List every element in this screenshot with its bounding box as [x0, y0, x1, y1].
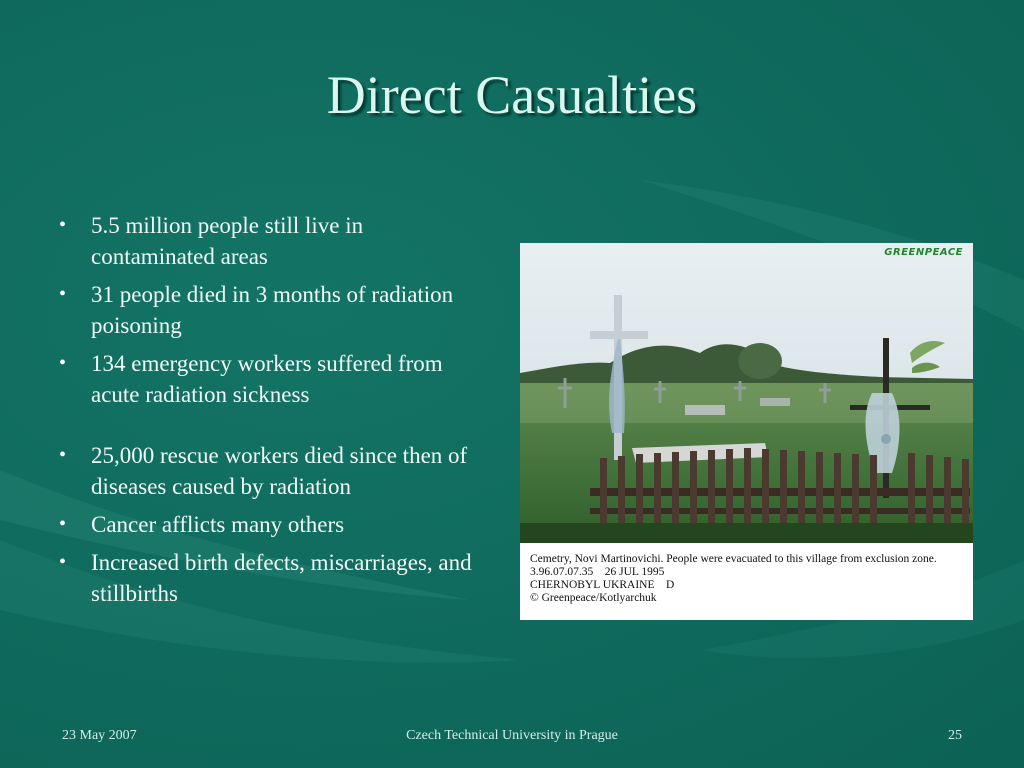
bullet-item: [55, 348, 475, 410]
bullet-text: 31 people died in 3 months of radiation poisoning: [91, 282, 454, 338]
caption-line: © Greenpeace/Kotlyarchuk: [530, 592, 657, 604]
bullet-text: Increased birth defects, miscarriages, and stillbirths: [91, 550, 472, 606]
bullet-item: [55, 279, 475, 341]
bullet-icon: •: [59, 214, 67, 236]
bullet-icon: •: [59, 444, 67, 466]
bullet-list: [55, 210, 475, 616]
bullet-icon: •: [59, 513, 67, 535]
bullet-text: Cancer afflicts many others: [91, 512, 345, 537]
fence-pickets: [600, 448, 969, 533]
bullet-item: [55, 210, 475, 272]
bullet-icon: •: [59, 352, 67, 374]
bullet-item: [55, 509, 475, 540]
footer-organization: Czech Technical University in Prague: [406, 728, 618, 743]
caption-line: CHERNOBYL UKRAINE D: [530, 579, 675, 591]
bullet-icon: •: [59, 551, 67, 573]
greenpeace-logo: GREENPEACE: [884, 247, 963, 258]
slide-number: 25: [948, 728, 962, 743]
caption-line: 3.96.07.07.35 26 JUL 1995: [530, 566, 665, 578]
cemetery-photo: [520, 243, 973, 620]
footer-date: 23 May 2007: [62, 728, 137, 743]
bullet-item: [55, 547, 475, 609]
slide-title: Direct Casualties: [326, 65, 698, 125]
bullet-icon: •: [59, 283, 67, 305]
cemetery-photo-image: [520, 243, 973, 543]
caption-line: Cemetry, Novi Martinovichi. People were evacuated to this village from exclusion zone.: [530, 553, 937, 565]
bullet-text: 134 emergency workers suffered from acute radiation sickness: [91, 351, 443, 407]
bullet-item: [55, 440, 475, 502]
bullet-text: 5.5 million people still live in contaminated areas: [91, 213, 364, 269]
photo-caption: [530, 553, 970, 605]
bullet-text: 25,000 rescue workers died since then of diseases caused by radiation: [91, 443, 468, 499]
